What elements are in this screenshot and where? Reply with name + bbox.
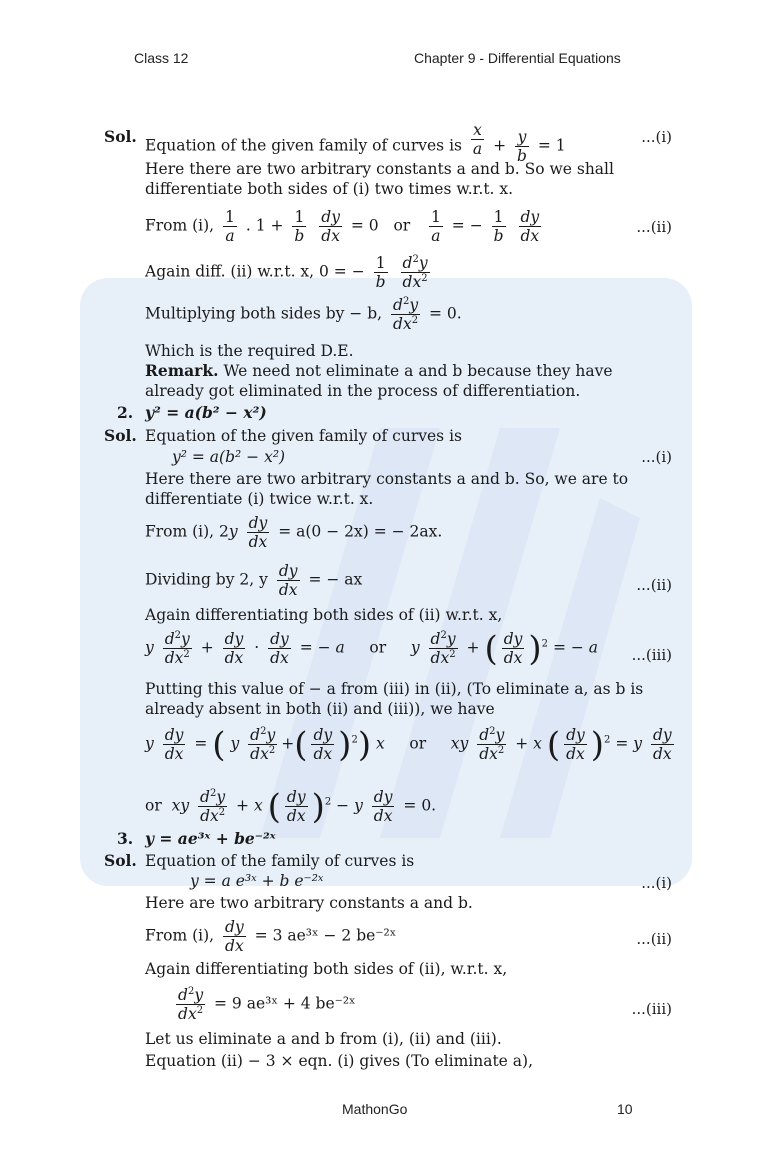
- tag-i-2: ...(i): [641, 448, 672, 466]
- s1-intro: Equation of the given family of curves is $\frac{x}{a}$ + $\frac{y}{b}$ = 1: [145, 121, 566, 165]
- sol-label-1: Sol.: [104, 127, 137, 146]
- class-label: Class 12: [134, 50, 189, 66]
- tag-iii-1: ...(iii): [631, 646, 672, 664]
- tag-i-1: ...(i): [641, 128, 672, 146]
- s3-equation-ii: Equation (ii) − 3 × eqn. (i) gives (To eliminate a),: [145, 1052, 533, 1070]
- s3-line2: Here are two arbitrary constants a and b.: [145, 894, 473, 912]
- tag-iii-2: ...(iii): [631, 1000, 672, 1018]
- s2-putting-line1: Putting this value of − a from (iii) in (ii), (To eliminate a, as b is: [145, 680, 644, 698]
- s3-let: Let us eliminate a and b from (i), (ii) and (iii).: [145, 1030, 502, 1048]
- s2-line3: differentiate (i) twice w.r.t. x.: [145, 490, 374, 508]
- s2-again: Again differentiating both sides of (ii) w.r.t. x,: [145, 606, 503, 624]
- s2-final: or xy $\frac{d^2y}{dx^2}$ + x ( $\frac{dy}{dx}$ )$^2$ − y $\frac{dy}{dx}$ = 0.: [145, 786, 437, 827]
- footer-brand: MathonGo: [342, 1101, 408, 1117]
- s2-intro: Equation of the given family of curves is: [145, 427, 462, 445]
- s2-equation: y² = a(b² − x²): [172, 448, 286, 466]
- s1-from-i: From (i), $\frac{1}{a}$ . 1 + $\frac{1}{b}$ $\frac{dy}{dx}$ = 0 or $\frac{1}{a}$ = − $\frac{1}{b}$ $\frac{dy}{dx}$: [145, 208, 540, 245]
- q3-text: y = ae³ˣ + be⁻²ˣ: [145, 829, 276, 848]
- sol-label-3: Sol.: [104, 851, 137, 870]
- remark-line1: Remark. We need not eliminate a and b because they have: [145, 361, 613, 380]
- tag-ii-3: ...(ii): [636, 930, 672, 948]
- q3-number: 3.: [117, 829, 134, 848]
- q2-number: 2.: [117, 403, 134, 422]
- s3-from-i: From (i), $\frac{dy}{dx}$ = 3 ae³ˣ − 2 be⁻²ˣ: [145, 918, 397, 955]
- s2-from-i: From (i), 2y $\frac{dy}{dx}$ = a(0 − 2x) = − 2ax.: [145, 514, 443, 551]
- sol-label-2: Sol.: [104, 426, 137, 445]
- s2-putting-line2: already absent in both (ii) and (iii)), we have: [145, 700, 495, 718]
- s3-second-deriv: $\frac{d^2y}{dx^2}$ = 9 ae³ˣ + 4 be⁻²ˣ: [178, 986, 356, 1023]
- chapter-title: Chapter 9 - Differential Equations: [414, 50, 621, 66]
- page-number: 10: [617, 1101, 633, 1117]
- s1-line2: Here there are two arbitrary constants a and b. So we shall: [145, 160, 614, 178]
- remark-line2: already got eliminated in the process of differentiation.: [145, 382, 581, 400]
- s1-which: Which is the required D.E.: [145, 342, 354, 360]
- s3-again: Again differentiating both sides of (ii), w.r.t. x,: [145, 960, 508, 978]
- s3-equation: y = a e³ˣ + b e⁻²ˣ: [190, 872, 324, 890]
- tag-ii-2: ...(ii): [636, 576, 672, 594]
- s2-second-deriv: y $\frac{d^2y}{dx^2}$ + $\frac{dy}{dx}$ · $\frac{dy}{dx}$ = − a or y $\frac{d^2y}{dx^2}$ + ( $\frac{dy}{dx}$ )$^2$ = − a: [145, 628, 599, 669]
- s3-intro: Equation of the family of curves is: [145, 852, 415, 870]
- s2-dividing: Dividing by 2, y $\frac{dy}{dx}$ = − ax: [145, 562, 363, 599]
- s2-line2: Here there are two arbitrary constants a and b. So, we are to: [145, 470, 629, 488]
- s2-substituted: y $\frac{dy}{dx}$ = ( y $\frac{d^2y}{dx^2}$ +( $\frac{dy}{dx}$ )$^2$) x or xy $\frac{d^2y}{dx^2}$ + x ( $\frac{dy}{dx}$ )$^2$ = y $\frac{dy}{dx}$: [145, 724, 672, 765]
- s1-again: Again diff. (ii) w.r.t. x, 0 = − $\frac{1}{b}$ $\frac{d^2y}{dx^2}$: [145, 254, 428, 291]
- q2-text: y² = a(b² − x²): [145, 403, 267, 422]
- s1-line3: differentiate both sides of (i) two times w.r.t. x.: [145, 180, 514, 198]
- s1-multiply: Multiplying both sides by − b, $\frac{d^2y}{dx^2}$ = 0.: [145, 296, 462, 333]
- tag-i-3: ...(i): [641, 874, 672, 892]
- tag-ii-1: ...(ii): [636, 218, 672, 236]
